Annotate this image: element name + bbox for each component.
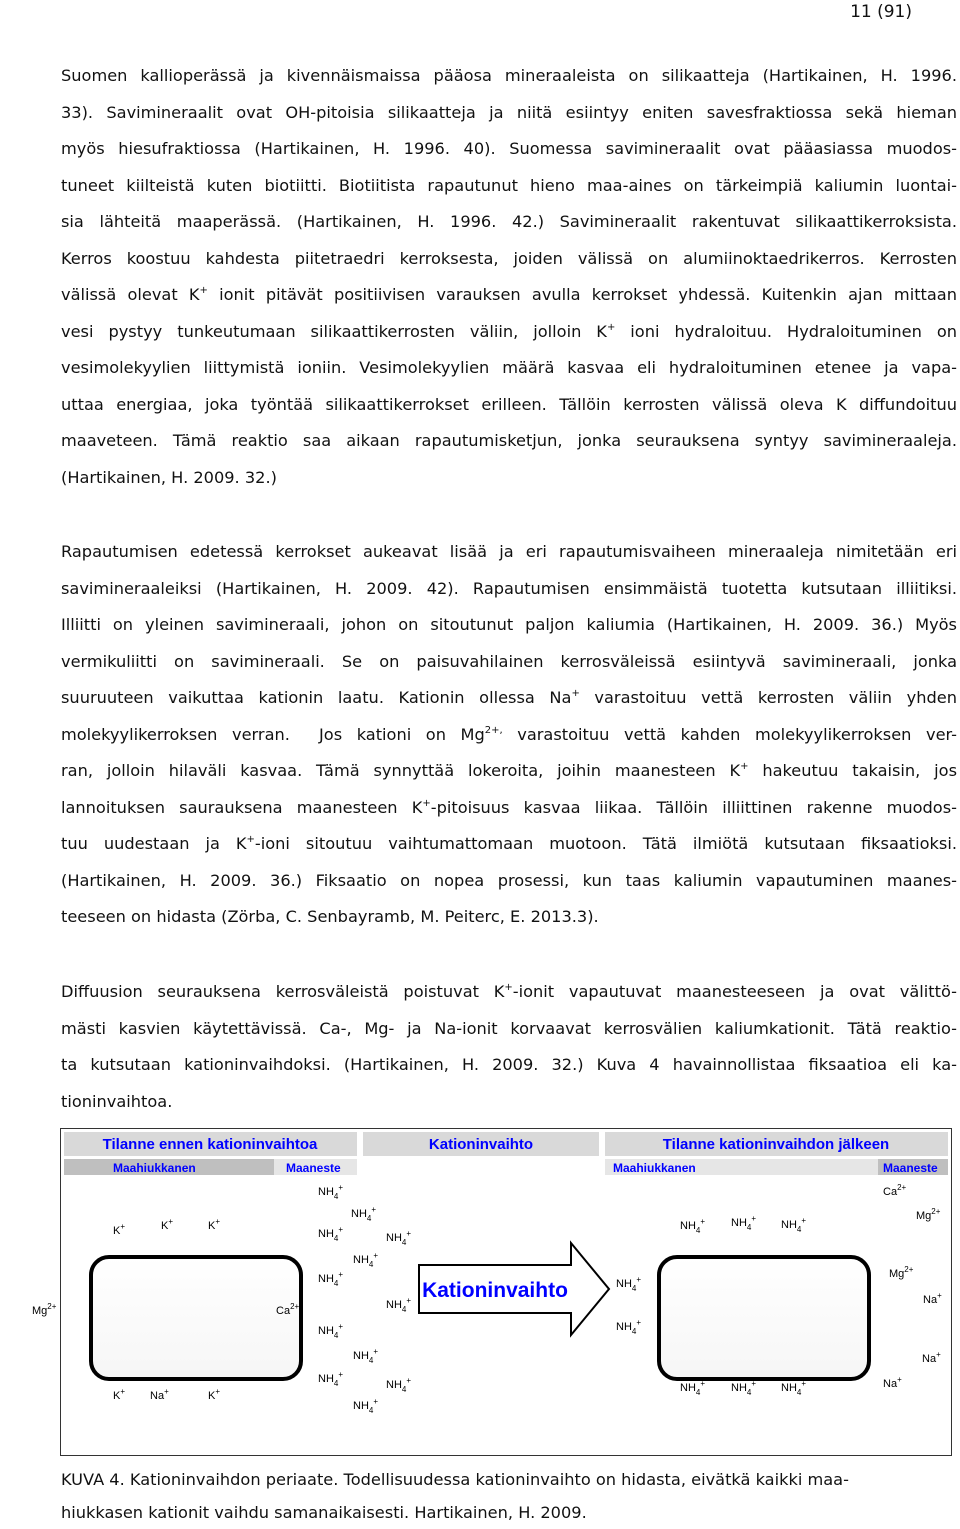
- superscript: +: [199, 285, 208, 296]
- arrow-label: Kationinvaihto: [422, 1279, 568, 1302]
- nh4-ion-subscript: 4: [333, 1331, 339, 1340]
- nh4-ion: [318, 1225, 343, 1243]
- nh4-ion: [318, 1183, 343, 1201]
- k-ion-charge: +: [120, 1222, 126, 1231]
- soil-particle-right: [659, 1257, 869, 1379]
- text-line: [61, 753, 957, 790]
- caption-line: hiukkasen kationit vaihdu samanaikaisesti. Hartikainen, H. 2009.: [61, 1503, 587, 1522]
- superscript: +: [606, 321, 616, 333]
- na-ion: [923, 1291, 942, 1306]
- text-line: [61, 241, 957, 278]
- nh4-ion-subscript: 4: [746, 1388, 752, 1397]
- k-ion-symbol: K: [208, 1220, 216, 1232]
- figure-caption: [61, 1463, 951, 1529]
- nh4-ion-symbol: NH: [616, 1278, 632, 1290]
- nh4-ion-subscript: 4: [333, 1279, 339, 1288]
- text-run: savimineraaleiksi (Hartikainen, H. 2009. 42). Rapautumisen ensimmäistä tuotetta kutsutaan illiitiksi.: [61, 578, 957, 598]
- text-run: uttaa energiaa, joka työntää silikaattikerrokset erilleen. Tällöin kerrosten välissä oleva K diffundoituu: [61, 394, 957, 414]
- nh4-ion-charge: +: [373, 1251, 379, 1260]
- text-line: [61, 58, 957, 95]
- mg-ion: [32, 1302, 57, 1317]
- na-ion-symbol: Na: [922, 1353, 937, 1365]
- k-ion-charge: +: [215, 1387, 221, 1396]
- nh4-ion-charge: +: [338, 1370, 344, 1379]
- nh4-ion-subscript: 4: [796, 1225, 802, 1234]
- label-particle-right: Maahiukkanen: [613, 1161, 696, 1175]
- nh4-ion-symbol: NH: [386, 1299, 402, 1311]
- k-ion: [161, 1217, 173, 1232]
- paragraph-2: [61, 534, 957, 936]
- header-left-title: Tilanne ennen kationinvaihtoa: [102, 1136, 318, 1153]
- nh4-ion: [386, 1229, 411, 1247]
- na-ion-symbol: Na: [883, 1378, 898, 1390]
- k-ion: [208, 1387, 220, 1402]
- nh4-ion: [353, 1347, 378, 1365]
- text-line: [61, 387, 957, 424]
- nh4-ion-subscript: 4: [746, 1223, 752, 1232]
- text-run: tuu uudestaan ja K: [61, 834, 247, 853]
- k-ion: [208, 1217, 220, 1232]
- k-ion-symbol: K: [208, 1390, 216, 1402]
- text-run: ran, jolloin hilaväli kasvaa. Tämä synnyttää lokeroita, joihin maanesteen K: [61, 761, 741, 780]
- nh4-ion-charge: +: [636, 1318, 642, 1327]
- k-ion-charge: +: [168, 1217, 174, 1226]
- nh4-ion-subscript: 4: [695, 1226, 701, 1235]
- nh4-ion: [353, 1251, 378, 1269]
- paragraph-3: [61, 974, 957, 1120]
- nh4-ion-symbol: NH: [386, 1232, 402, 1244]
- nh4-ion-symbol: NH: [731, 1217, 747, 1229]
- text-run: lannoituksen saurauksena maanesteen K: [61, 797, 423, 817]
- text-run: 33). Savimineraalit ovat OH-pitoisia silikaatteja ja niitä esiintyy eniten savesfraktiossa sekä hieman: [61, 102, 957, 122]
- caption-line: KUVA 4. Kationinvaihdon periaate. Todellisuudessa kationinvaihto on hidasta, eivätkä kaikki maa-: [61, 1470, 849, 1489]
- text-run: Suomen kallioperässä ja kivennäismaissa pääosa mineraaleista on silikaatteja (Hartikainen, H. 1996.: [61, 66, 957, 85]
- ca-ion: [883, 1183, 907, 1198]
- text-run: -ioni sitoutuu vaihtumattomaan muotoon. Tätä ilmiötä kutsutaan fiksaatioksi.: [254, 834, 957, 853]
- nh4-ion-symbol: NH: [353, 1254, 369, 1266]
- text-run: vermikuliitti on savimineraali. Se on paisuvahilainen kerrosväleissä esiintyvä savimineraali, jonka: [61, 651, 957, 671]
- nh4-ion-symbol: NH: [386, 1379, 402, 1391]
- mg-ion-symbol: Mg: [889, 1268, 905, 1280]
- nh4-ion-charge: +: [406, 1376, 412, 1385]
- k-ion-symbol: K: [161, 1220, 169, 1232]
- na-ion: [922, 1350, 941, 1365]
- text-run: suuruuteen vaikuttaa kationin laatu. Kationin ollessa Na: [61, 688, 572, 707]
- superscript: +: [504, 982, 513, 993]
- text-run: myös hiesufraktiossa (Hartikainen, H. 1996. 40). Suomessa savimineraalit ovat pääasiassa muodos-: [61, 139, 957, 158]
- k-ion-symbol: K: [113, 1225, 121, 1237]
- nh4-ion-subscript: 4: [333, 1192, 339, 1201]
- ca-ion-charge: 2+: [290, 1302, 300, 1311]
- mg-ion: [916, 1207, 941, 1222]
- superscript: +: [571, 688, 580, 699]
- text-run: teeseen on hidasta (Zörba, C. Senbayramb, M. Peiterc, E. 2013.3).: [61, 907, 599, 926]
- ca-ion-symbol: Ca: [883, 1186, 898, 1198]
- text-line: [61, 974, 957, 1011]
- nh4-ion-charge: +: [371, 1205, 377, 1214]
- nh4-ion-subscript: 4: [695, 1388, 701, 1397]
- text-run: sia lähteitä maaperässä. (Hartikainen, H. 1996. 42.) Savimineraalit rakentuvat silikaattikerroksista.: [61, 212, 957, 231]
- nh4-ion: [680, 1217, 705, 1235]
- nh4-ion-charge: +: [751, 1214, 757, 1223]
- nh4-ion-symbol: NH: [318, 1325, 334, 1337]
- text-run: varastoituu vettä kerrosten väliin yhden: [579, 688, 957, 707]
- nh4-ion: [616, 1275, 641, 1293]
- text-line: [61, 790, 957, 827]
- label-liquid-right: Maaneste: [883, 1161, 938, 1175]
- nh4-ion: [781, 1379, 806, 1397]
- nh4-ion-symbol: NH: [731, 1382, 747, 1394]
- nh4-ion-subscript: 4: [401, 1305, 407, 1314]
- nh4-ion: [353, 1397, 378, 1415]
- na-ion-symbol: Na: [923, 1294, 938, 1306]
- nh4-ion-charge: +: [700, 1379, 706, 1388]
- text-run: tuneet kiilteistä kuten biotiitti. Biotiitista rapautunut hieno maa-aines on tärkeimpiä kaliumin luontai-: [61, 175, 957, 195]
- nh4-ion-charge: +: [406, 1229, 412, 1238]
- figure-cation-exchange: [32, 1128, 952, 1456]
- superscript: 2+,: [484, 724, 503, 736]
- nh4-ion: [616, 1318, 641, 1336]
- nh4-ion-charge: +: [373, 1347, 379, 1356]
- text-run: mästi kasvien käytettävissä. Ca-, Mg- ja Na-ionit korvaavat kerrosvälien kaliumkationit. Tätä reaktio-: [61, 1018, 957, 1038]
- na-ion-charge: +: [164, 1387, 169, 1396]
- nh4-ion-charge: +: [338, 1270, 344, 1279]
- nh4-ion-charge: +: [751, 1379, 757, 1388]
- nh4-ion-symbol: NH: [781, 1382, 797, 1394]
- nh4-ion-symbol: NH: [616, 1321, 632, 1333]
- text-line: [61, 131, 957, 168]
- mg-ion-symbol: Mg: [32, 1305, 48, 1317]
- superscript: +: [740, 761, 749, 772]
- nh4-ion-charge: +: [636, 1275, 642, 1284]
- nh4-ion-subscript: 4: [366, 1214, 372, 1223]
- text-line: [61, 204, 957, 241]
- text-line: [61, 314, 957, 351]
- text-run: välissä olevat K: [61, 285, 200, 304]
- mg-ion-charge: 2+: [47, 1302, 57, 1311]
- nh4-ion-symbol: NH: [318, 1373, 334, 1385]
- text-run: Diffuusion seurauksena kerrosväleistä poistuvat K: [61, 982, 505, 1001]
- nh4-ion-symbol: NH: [351, 1208, 367, 1220]
- nh4-ion-charge: +: [338, 1322, 344, 1331]
- text-line: [61, 1047, 957, 1084]
- nh4-ion: [386, 1376, 411, 1394]
- exchange-arrow: [419, 1243, 609, 1335]
- nh4-ion-symbol: NH: [353, 1350, 369, 1362]
- text-line: [61, 1084, 957, 1121]
- superscript: +: [246, 834, 255, 845]
- text-run: maaveteen. Tämä reaktio saa aikaan rapautumisketjun, jonka seurauksena syntyy savimineraaleja.: [61, 431, 957, 450]
- nh4-ion-charge: +: [801, 1216, 807, 1225]
- text-run: ta kutsutaan kationinvaihdoksi. (Hartikainen, H. 2009. 32.) Kuva 4 havainnollistaa fiksaatioa eli ka-: [61, 1055, 957, 1074]
- nh4-ion: [731, 1214, 756, 1232]
- text-run: Rapautumisen edetessä kerrokset aukeavat lisää ja eri rapautumisvaiheen mineraaleja nimitetään eri: [61, 542, 957, 561]
- ca-ion-symbol: Ca: [276, 1305, 291, 1317]
- k-ion-symbol: K: [113, 1390, 121, 1402]
- text-run: Illiitti on yleinen savimineraali, johon on sitoutunut paljon kaliumia (Hartikainen, H. 2009. 36.) Myös: [61, 615, 957, 634]
- text-line: [61, 1011, 957, 1048]
- nh4-ion-charge: +: [801, 1379, 807, 1388]
- text-run: ionit pitävät positiivisen varauksen avulla kerrokset yhdessä. Kuitenkin ajan mittaan: [207, 285, 957, 304]
- text-run: vesi pystyy tunkeutumaan silikaattikerrosten väliin, jolloin K: [61, 321, 607, 341]
- nh4-ion-symbol: NH: [680, 1382, 696, 1394]
- ca-ion-charge: 2+: [897, 1183, 907, 1192]
- text-line: [61, 826, 957, 863]
- nh4-ion: [318, 1322, 343, 1340]
- nh4-ion-charge: +: [338, 1225, 344, 1234]
- text-run: (Hartikainen, H. 2009. 36.) Fiksaatio on nopea prosessi, kun taas kaliumin vapautuminen maanes-: [61, 870, 957, 890]
- nh4-ion: [318, 1270, 343, 1288]
- superscript: +: [422, 797, 431, 809]
- nh4-ion-charge: +: [700, 1217, 706, 1226]
- nh4-ion-subscript: 4: [368, 1260, 374, 1269]
- text-line: [61, 95, 957, 132]
- nh4-ion: [386, 1296, 411, 1314]
- nh4-ion-subscript: 4: [401, 1385, 407, 1394]
- k-ion: [113, 1387, 125, 1402]
- nh4-ion-symbol: NH: [353, 1400, 369, 1412]
- label-particle-left: Maahiukkanen: [113, 1161, 196, 1175]
- text-line: [61, 460, 957, 497]
- text-line: [61, 534, 957, 571]
- mg-ion: [889, 1265, 914, 1280]
- nh4-ion: [351, 1205, 376, 1223]
- mg-ion-charge: 2+: [904, 1265, 914, 1274]
- mg-ion-symbol: Mg: [916, 1210, 932, 1222]
- text-line: [61, 168, 957, 205]
- nh4-ion-charge: +: [406, 1296, 412, 1305]
- nh4-ion: [781, 1216, 806, 1234]
- k-ion-charge: +: [120, 1387, 126, 1396]
- na-ion-charge: +: [936, 1350, 941, 1359]
- nh4-ion-symbol: NH: [781, 1219, 797, 1231]
- nh4-ion-subscript: 4: [333, 1234, 339, 1243]
- header-middle-title: Kationinvaihto: [428, 1136, 534, 1153]
- text-line: [61, 717, 957, 754]
- nh4-ion-subscript: 4: [368, 1406, 374, 1415]
- text-run: molekyylikerroksen verran. Jos kationi on Mg: [61, 724, 485, 744]
- text-line: [61, 680, 957, 717]
- nh4-ion-symbol: NH: [318, 1186, 334, 1198]
- soil-particle-left: [91, 1257, 301, 1379]
- text-run: tioninvaihtoa.: [61, 1091, 173, 1111]
- nh4-ion-subscript: 4: [401, 1238, 407, 1247]
- text-run: Kerros koostuu kahdesta piitetraedri kerroksesta, joiden välissä on alumiinoktaedrikerros. Kerrosten: [61, 248, 957, 268]
- nh4-ion-subscript: 4: [631, 1327, 637, 1336]
- na-ion-charge: +: [897, 1375, 902, 1384]
- text-run: ioni hydraloituu. Hydraloituminen on: [615, 321, 958, 341]
- text-run: hakeutuu takaisin, jos: [748, 761, 957, 780]
- na-ion-symbol: Na: [150, 1390, 165, 1402]
- text-run: varastoituu vettä kahden molekyylikerroksen ver-: [502, 724, 957, 744]
- na-ion-charge: +: [937, 1291, 942, 1300]
- nh4-ion: [318, 1370, 343, 1388]
- page-number: 11 (91): [850, 2, 912, 22]
- header-right-title: Tilanne kationinvaihdon jälkeen: [662, 1136, 890, 1153]
- text-line: [61, 863, 957, 900]
- nh4-ion: [680, 1379, 705, 1397]
- k-ion: [113, 1222, 125, 1237]
- nh4-ion-charge: +: [338, 1183, 344, 1192]
- text-run: -ionit vapautuvat maanesteeseen ja ovat välittö-: [512, 982, 957, 1001]
- paragraph-1: [61, 58, 957, 496]
- nh4-ion-subscript: 4: [631, 1284, 637, 1293]
- nh4-ion-symbol: NH: [318, 1228, 334, 1240]
- nh4-ion-symbol: NH: [318, 1273, 334, 1285]
- nh4-ion: [731, 1379, 756, 1397]
- nh4-ion-subscript: 4: [368, 1356, 374, 1365]
- text-run: vesimolekyylien liittymistä ioniin. Vesimolekyylien määrä kasvaa eli hydraloituminen etenee ja vapa-: [61, 358, 957, 377]
- text-run: (Hartikainen, H. 2009. 32.): [61, 467, 277, 487]
- na-ion: [883, 1375, 902, 1390]
- nh4-ion-subscript: 4: [796, 1388, 802, 1397]
- text-run: -pitoisuus kasvaa liikaa. Tällöin illiittinen rakenne muodos-: [430, 797, 957, 817]
- text-line: [61, 350, 957, 387]
- na-ion: [150, 1387, 169, 1402]
- label-liquid-left: Maaneste: [286, 1161, 341, 1175]
- nh4-ion-subscript: 4: [333, 1379, 339, 1388]
- nh4-ion-symbol: NH: [680, 1220, 696, 1232]
- text-line: [61, 423, 957, 460]
- k-ion-charge: +: [215, 1217, 221, 1226]
- nh4-ion-charge: +: [373, 1397, 379, 1406]
- mg-ion-charge: 2+: [931, 1207, 941, 1216]
- text-line: [61, 899, 957, 936]
- text-line: [61, 607, 957, 644]
- text-line: [61, 571, 957, 608]
- text-line: [61, 644, 957, 681]
- text-line: [61, 277, 957, 314]
